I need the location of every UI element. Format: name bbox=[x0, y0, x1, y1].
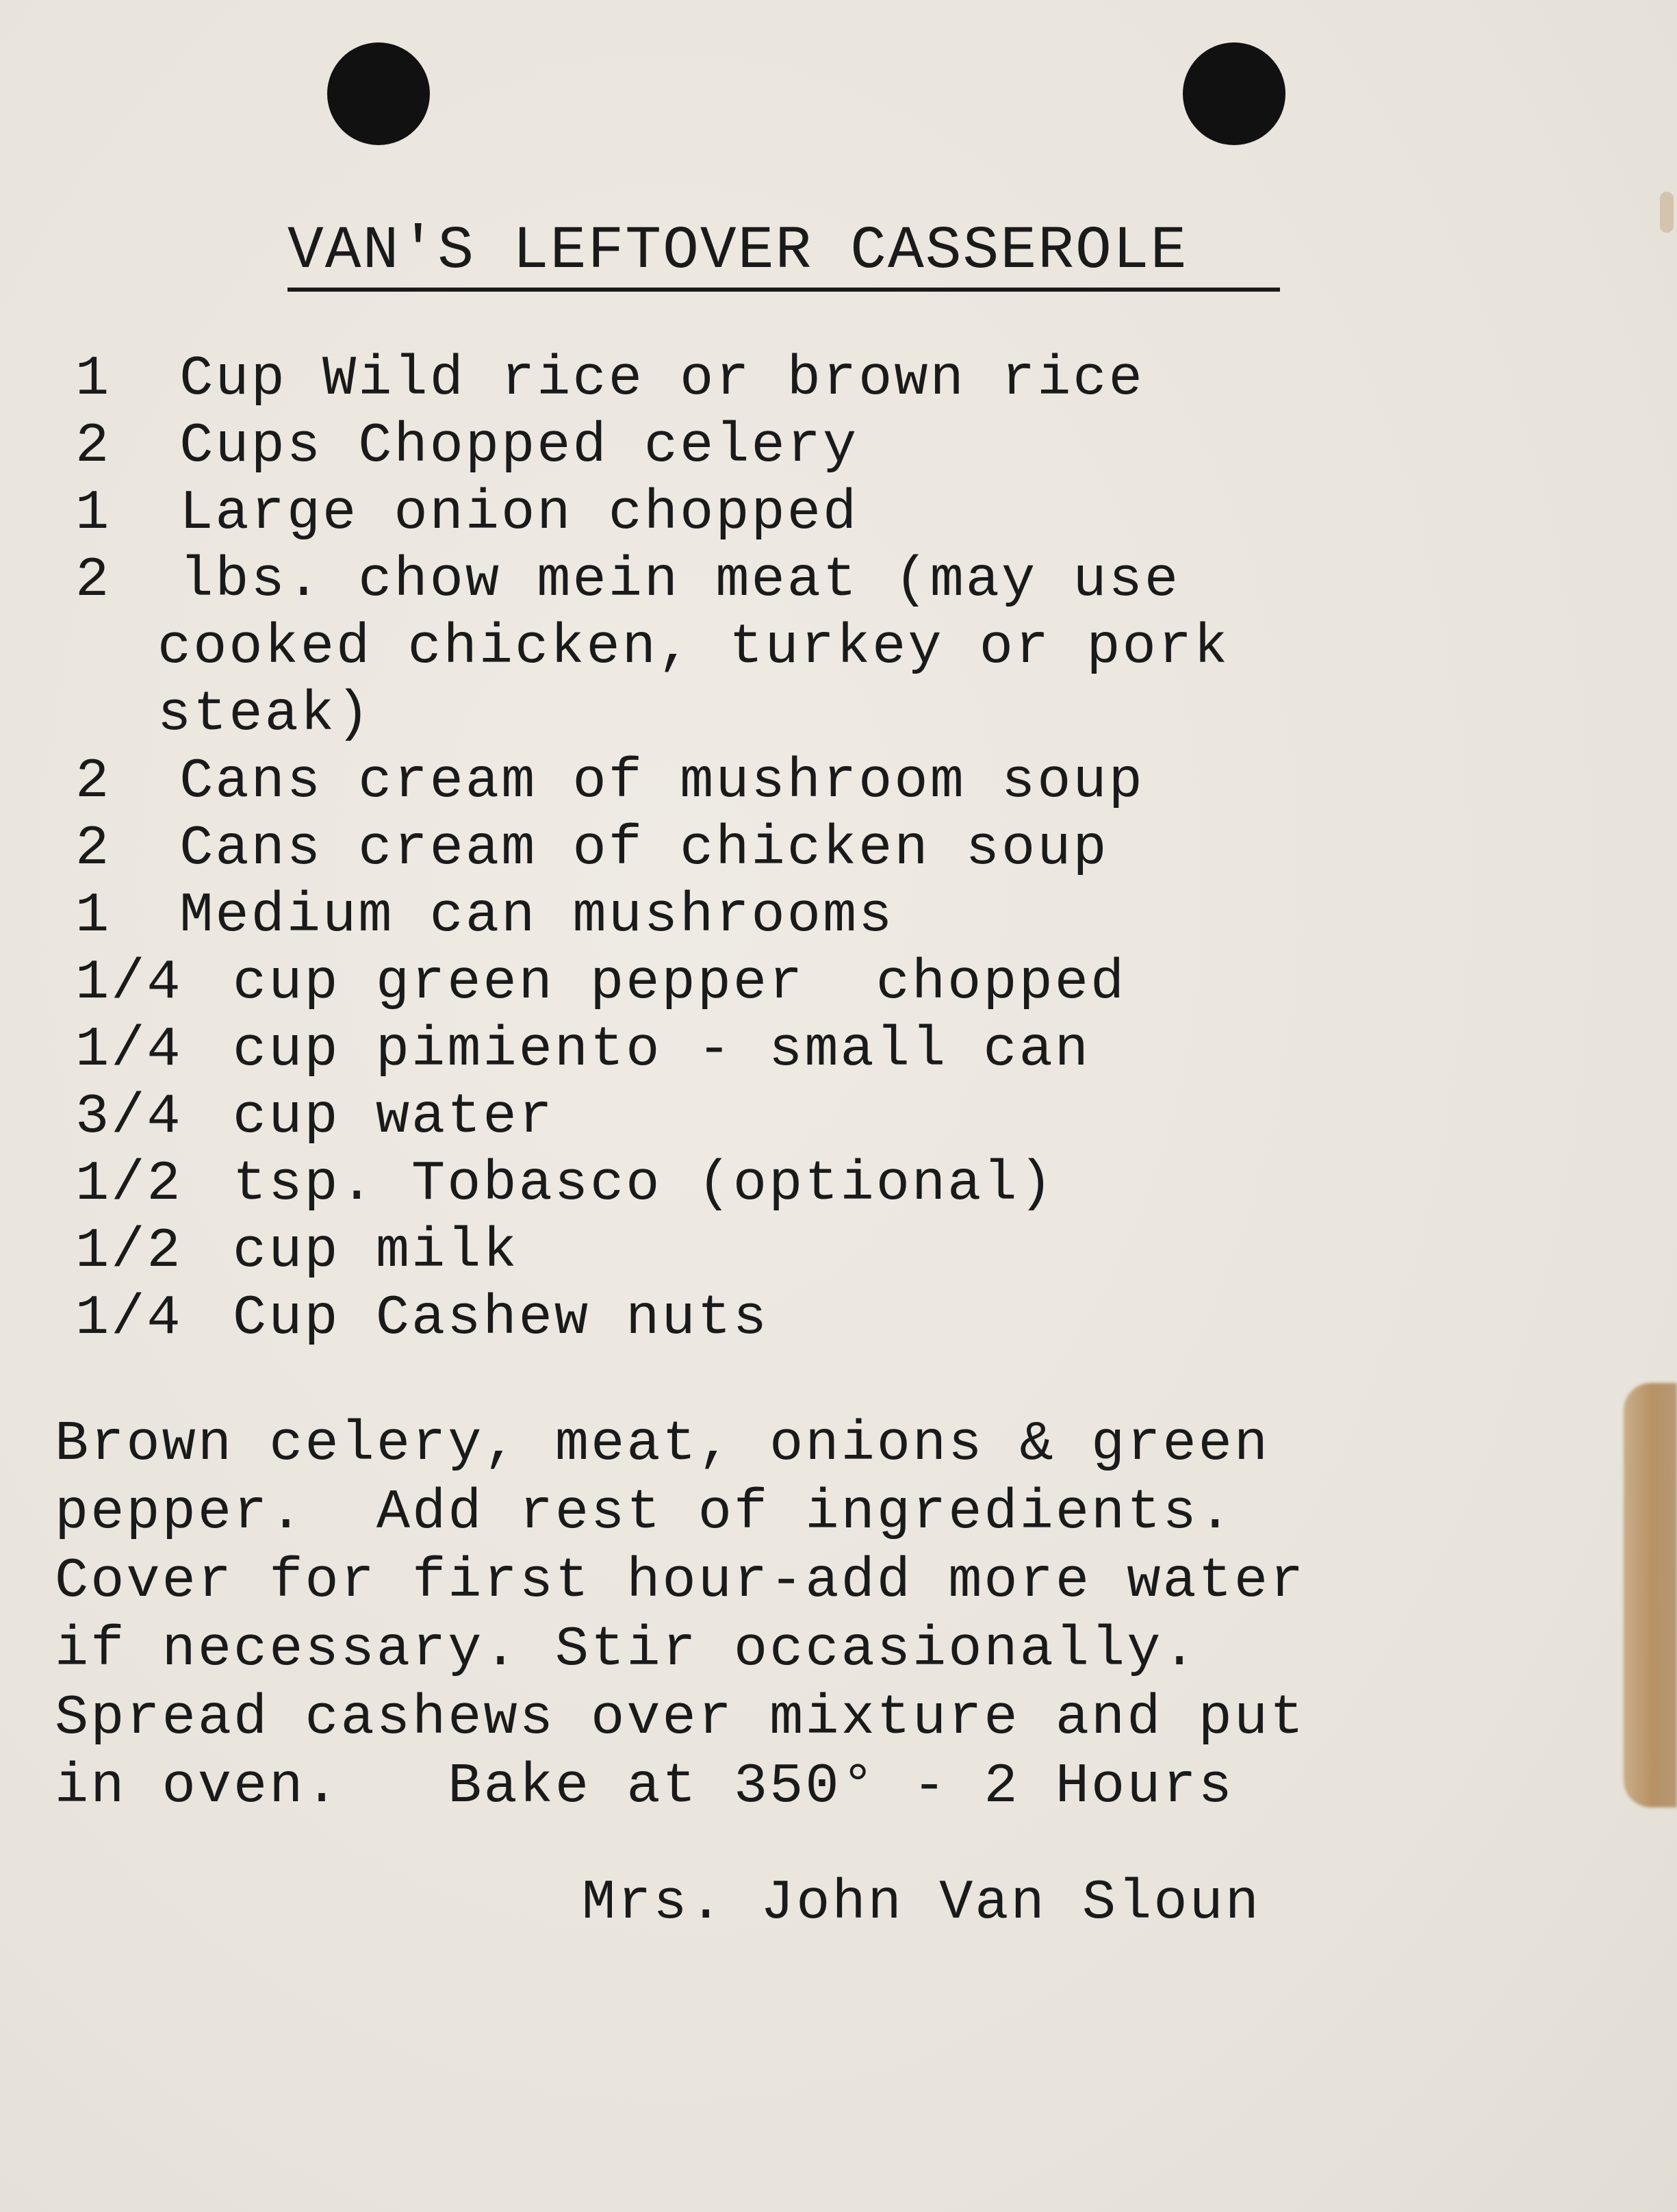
ingredient-text: cooked chicken, turkey or pork bbox=[157, 615, 1230, 679]
punch-hole-right bbox=[1183, 42, 1285, 145]
directions-line: Brown celery, meat, onions & green bbox=[55, 1412, 1270, 1476]
stain-mark bbox=[1624, 1383, 1677, 1807]
directions-text bbox=[55, 1410, 1526, 1821]
ingredient-qty: 2 bbox=[75, 414, 112, 478]
ingredient-text: Large onion chopped bbox=[179, 481, 859, 545]
ingredient-text: Medium can mushrooms bbox=[179, 884, 895, 948]
ingredient-qty: 1/4 bbox=[75, 1018, 183, 1082]
ingredient-item bbox=[75, 815, 1547, 882]
ingredient-text: cup milk bbox=[233, 1219, 519, 1283]
ingredient-item bbox=[75, 1151, 1547, 1218]
ingredient-item bbox=[75, 882, 1547, 950]
ingredient-qty: 1 bbox=[75, 884, 112, 948]
directions-line: in oven. Bake at 350° - 2 Hours bbox=[55, 1755, 1234, 1818]
recipe-title: VAN'S LEFTOVER CASSEROLE bbox=[287, 218, 1280, 292]
ingredient-qty: 2 bbox=[75, 817, 112, 880]
ingredient-text: Cans cream of mushroom soup bbox=[179, 750, 1144, 813]
ingredient-item bbox=[75, 1017, 1547, 1084]
ingredient-text: cup green pepper chopped bbox=[233, 951, 1127, 1015]
ingredient-text: tsp. Tobasco (optional) bbox=[233, 1152, 1055, 1216]
stain-mark-small bbox=[1660, 192, 1674, 233]
ingredient-item bbox=[75, 748, 1547, 815]
ingredient-text: cup pimiento - small can bbox=[233, 1018, 1090, 1082]
ingredient-text: Cans cream of chicken soup bbox=[179, 817, 1109, 880]
ingredient-qty: 3/4 bbox=[75, 1085, 183, 1149]
ingredient-qty: 2 bbox=[75, 548, 112, 612]
directions-line: pepper. Add rest of ingredients. bbox=[55, 1481, 1234, 1544]
ingredient-text: Cups Chopped celery bbox=[179, 414, 859, 478]
ingredient-qty: 1 bbox=[75, 347, 112, 411]
ingredient-text: Cup Cashew nuts bbox=[233, 1286, 769, 1350]
ingredient-qty: 1/4 bbox=[75, 1286, 183, 1350]
directions-line: Cover for first hour-add more water bbox=[55, 1549, 1306, 1613]
ingredient-item bbox=[75, 950, 1547, 1017]
ingredient-item bbox=[75, 547, 1547, 614]
ingredient-item bbox=[75, 413, 1547, 480]
ingredient-qty: 1 bbox=[75, 481, 112, 545]
ingredient-qty: 2 bbox=[75, 750, 112, 813]
ingredient-qty: 1/4 bbox=[75, 951, 183, 1015]
ingredient-item bbox=[75, 1285, 1547, 1352]
directions-line: Spread cashews over mixture and put bbox=[55, 1686, 1306, 1750]
ingredient-qty: 1/2 bbox=[75, 1219, 183, 1283]
ingredient-text: cup water bbox=[233, 1085, 554, 1149]
ingredient-text: steak) bbox=[157, 683, 372, 746]
ingredient-text: lbs. chow mein meat (may use bbox=[179, 548, 1181, 612]
directions-line: if necessary. Stir occasionally. bbox=[55, 1618, 1199, 1681]
ingredient-item bbox=[75, 1084, 1547, 1151]
ingredient-item bbox=[75, 346, 1547, 413]
ingredient-continuation bbox=[75, 681, 1547, 748]
ingredient-list bbox=[75, 346, 1547, 1352]
ingredient-continuation bbox=[75, 614, 1547, 681]
ingredient-qty: 1/2 bbox=[75, 1152, 183, 1216]
recipe-contributor: Mrs. John Van Sloun bbox=[582, 1871, 1261, 1935]
ingredient-item bbox=[75, 1218, 1547, 1285]
ingredient-item bbox=[75, 480, 1547, 547]
ingredient-text: Cup Wild rice or brown rice bbox=[179, 347, 1144, 411]
punch-hole-left bbox=[327, 42, 430, 145]
